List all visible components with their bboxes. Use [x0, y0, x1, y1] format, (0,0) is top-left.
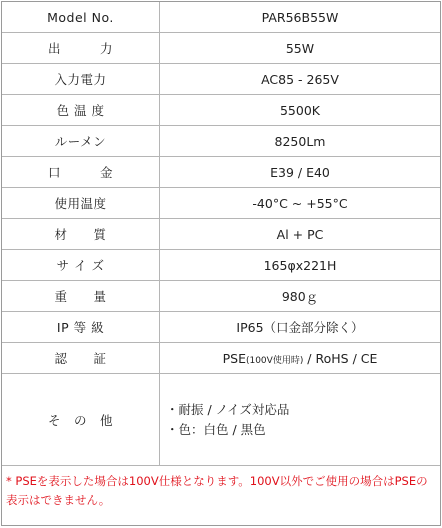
row-value-weight: 980ｇ — [160, 281, 441, 312]
row-label-certification: 認 証 — [2, 343, 160, 374]
certification-pse: PSE — [222, 350, 246, 366]
row-label-other: そ の 他 — [2, 374, 160, 466]
row-value-other — [160, 374, 441, 466]
certification-pse-condition: (100V使用時) — [245, 355, 304, 366]
table-row — [2, 95, 440, 126]
row-label-lumen: ルーメン — [2, 126, 160, 157]
table-row — [2, 250, 440, 281]
row-value-color-temp: 5500K — [160, 95, 441, 126]
row-label-material: 材 質 — [2, 219, 160, 250]
table-row — [2, 343, 440, 374]
row-value-output: 55W — [160, 33, 441, 64]
row-label-input-power: 入力電力 — [2, 64, 160, 95]
table-row — [2, 64, 440, 95]
row-value-input-power: AC85 - 265V — [160, 64, 441, 95]
table-row — [2, 281, 440, 312]
table-row — [2, 126, 440, 157]
row-value-operating-temp: -40°C ~ +55°C — [160, 188, 441, 219]
row-label-color-temp: 色 温 度 — [2, 95, 160, 126]
table-row — [2, 188, 440, 219]
spec-table — [2, 2, 440, 466]
pse-note: * PSEを表示した場合は100V仕様となります。100V以外でご使用の場合はPSEの表示はできません。 — [6, 474, 428, 507]
other-color-line: ・色：白色 / 黒色 — [166, 421, 266, 437]
row-value-ip-rating: IP65（口金部分除く） — [160, 312, 441, 343]
row-label-base: 口 金 — [2, 157, 160, 188]
spec-sheet — [1, 1, 441, 526]
row-label-weight: 重 量 — [2, 281, 160, 312]
row-label-ip-rating: IP 等 級 — [2, 312, 160, 343]
row-value-certification — [160, 343, 441, 374]
row-value-model: PAR56B55W — [160, 2, 441, 33]
table-row — [2, 312, 440, 343]
certification-others: / RoHS / CE — [303, 350, 378, 366]
row-value-base: E39 / E40 — [160, 157, 441, 188]
table-row — [2, 2, 440, 33]
row-label-operating-temp: 使用温度 — [2, 188, 160, 219]
row-value-material: Al + PC — [160, 219, 441, 250]
row-label-model: Model No. — [2, 2, 160, 33]
other-feature-line: ・耐振 / ノイズ対応品 — [166, 401, 290, 417]
row-value-lumen: 8250Lm — [160, 126, 441, 157]
row-label-output: 出 力 — [2, 33, 160, 64]
table-row — [2, 374, 440, 466]
row-value-size: 165φx221H — [160, 250, 441, 281]
table-row — [2, 33, 440, 64]
table-row — [2, 157, 440, 188]
table-row — [2, 219, 440, 250]
row-label-size: サ イ ズ — [2, 250, 160, 281]
